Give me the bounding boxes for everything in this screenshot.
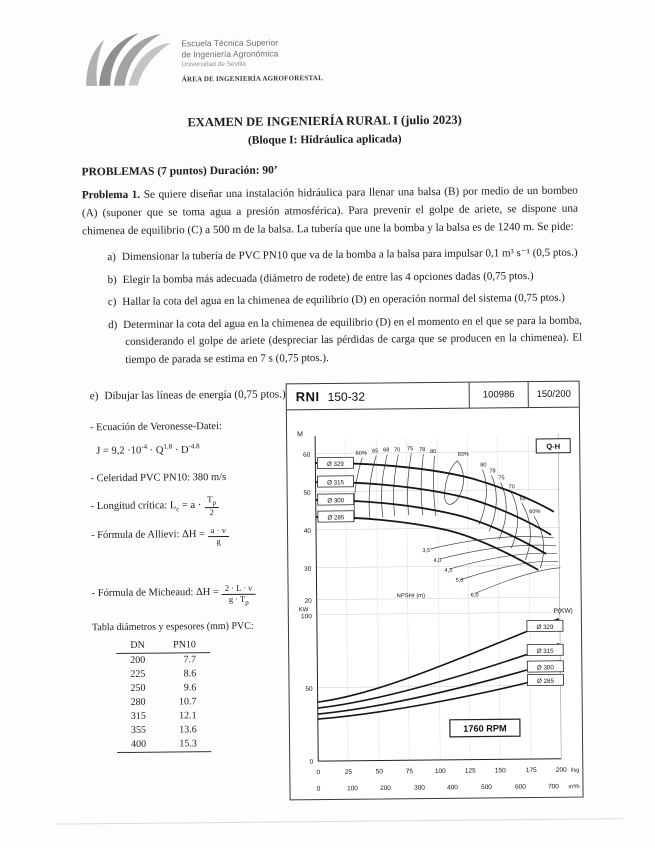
qh-label: Q-H — [546, 441, 561, 451]
col-header-pn10: PN10 — [159, 638, 210, 653]
svg-text:125: 125 — [464, 767, 476, 775]
col-header-dn: DN — [116, 639, 159, 654]
svg-text:75: 75 — [405, 768, 413, 776]
m-tick: 40 — [303, 527, 312, 535]
efficiency-contours — [354, 452, 544, 570]
x-ticks-ls — [316, 767, 567, 776]
problem1-intro — [82, 182, 578, 241]
pump-size: 150/200 — [528, 382, 579, 407]
item-text: Determinar la cota del agua en la chimenea de equilibrio (D) en el momento en el que se para la bomba, considerando el golpe de ariete (despreciar las pérdidas de carga que se producen en la chimenea). El tiempo de parada se estima en 7 s (0,75 ptos.). — [123, 314, 583, 366]
impeller-labels-qh — [317, 457, 354, 522]
svg-text:60%: 60% — [529, 508, 541, 516]
kw-tick: 0 — [309, 758, 314, 766]
pump-curve-chart — [286, 381, 584, 801]
svg-text:200: 200 — [555, 766, 567, 774]
svg-text:75: 75 — [498, 475, 505, 482]
svg-text:78: 78 — [419, 447, 426, 454]
problem1-item-a — [82, 245, 581, 267]
m-tick: 50 — [303, 489, 311, 497]
item-text: Elegir la bomba más adecuada (diámetro de rodete) de entre las 4 opciones dadas (0,75 ptos.) — [122, 269, 534, 286]
svg-text:Ø 329: Ø 329 — [326, 460, 344, 469]
svg-text:200: 200 — [380, 784, 391, 793]
svg-text:50: 50 — [375, 768, 383, 776]
fraction: $\frac{T_p}{2}$ — [204, 495, 219, 518]
item-text: Dibujar las líneas de energía (0,75 ptos.) — [104, 388, 286, 403]
university-logo-icon — [80, 29, 173, 88]
scan-artifact-line — [56, 818, 623, 824]
svg-text:175: 175 — [525, 767, 537, 775]
pump-chart-plot — [287, 408, 580, 800]
kw-tick: 50 — [305, 685, 313, 693]
item-marker: c) — [107, 296, 117, 309]
exam-title-block — [0, 111, 652, 149]
table-header-row — [116, 638, 210, 653]
table-row: 355 13.6 — [130, 724, 197, 737]
svg-text:700: 700 — [548, 783, 559, 791]
head-curve-285 — [316, 515, 539, 572]
svg-text:6,0: 6,0 — [470, 592, 479, 599]
school-name-line2: de Ingeniería Agronómica — [181, 48, 279, 60]
power-curve-329 — [317, 619, 560, 702]
svg-text:Ø 300: Ø 300 — [327, 497, 345, 505]
svg-text:80: 80 — [430, 448, 437, 456]
item-marker: b) — [107, 273, 117, 286]
pump-code: 100986 — [469, 382, 528, 408]
department-name: ÁREA DE INGENIERÍA AGROFORESTAL — [181, 74, 323, 84]
problem1-item-c — [83, 290, 582, 312]
exam-title: EXAMEN DE INGENIERÍA RURAL I (julio 2023) — [187, 112, 462, 130]
school-name-line1: Escuela Técnica Superior — [181, 37, 279, 49]
fraction: $\frac{a \cdot v}{g}$ — [208, 526, 229, 547]
svg-text:0: 0 — [316, 785, 321, 793]
svg-text:65: 65 — [519, 496, 526, 503]
svg-text:5,0: 5,0 — [455, 577, 464, 584]
svg-text:0: 0 — [316, 769, 321, 777]
svg-text:Ø 315: Ø 315 — [327, 479, 345, 487]
svg-text:70: 70 — [508, 484, 515, 491]
veronesse-formula: $J = 9,2 \cdot 10^{-4} \cdot Q^{1.8} \cdot D^{-4.8}$ — [96, 442, 200, 458]
item-text: Dimensionar la tubería de PVC PN10 que va de la bomba a la balsa para impulsar 0,1 m³ s⁻¹ (0,5 ptos.) — [121, 246, 578, 263]
problem1-intro-text: Se quiere diseñar una instalación hidráulica para llenar una balsa (B) por medio de un bombeo (A) (suponer que se toma agua a presión atmosférica). Para prevenir el golpe de ariete, se dispone una chimenea de equilibrio (C) a 500 m de la balsa. La tubería que une la bomba y la balsa es de 1240 m. Se pide: — [81, 184, 579, 238]
svg-text:Ø 285: Ø 285 — [537, 677, 554, 686]
pump-model: RNI 150-32 — [295, 389, 366, 405]
kw-axis-label: KW — [298, 607, 309, 614]
veronesse-label: - Ecuación de Veronesse-Datei: — [89, 420, 222, 434]
impeller-labels-power — [527, 620, 564, 685]
chart-header — [287, 382, 579, 411]
svg-text:65: 65 — [372, 448, 379, 455]
efficiency-labels — [356, 445, 541, 517]
allievi-formula: - Fórmula de Allievi: ΔH = $\frac{a \cdot v}{g}$ — [91, 525, 287, 547]
svg-text:150: 150 — [494, 767, 506, 775]
svg-text:75: 75 — [407, 446, 414, 453]
item-marker: d) — [107, 318, 118, 331]
svg-text:78: 78 — [489, 468, 496, 475]
pvc-table-title: Tabla diámetros y espesores (mm) PVC: — [91, 620, 254, 634]
svg-text:Ø 315: Ø 315 — [536, 647, 554, 656]
npsh-axis-label: NPSHr (m) — [396, 593, 426, 600]
svg-text:600: 600 — [515, 783, 526, 791]
svg-text:Ø 300: Ø 300 — [536, 664, 554, 672]
svg-text:Ø 285: Ø 285 — [327, 514, 345, 522]
kw-tick: 100 — [300, 613, 312, 621]
problem1-item-d — [83, 312, 582, 370]
table-row: 315 12.1 — [130, 710, 197, 723]
m-tick: 20 — [304, 597, 312, 605]
table-row: 250 9.6 — [130, 682, 197, 695]
rpm-label: 1760 RPM — [463, 723, 507, 734]
svg-text:25: 25 — [344, 768, 352, 776]
table-row: 400 15.3 — [117, 737, 211, 752]
svg-text:3,5: 3,5 — [422, 548, 431, 555]
letterhead — [80, 28, 323, 88]
celerity-note: - Celeridad PVC PN10: 380 m/s — [90, 471, 227, 484]
problem1-item-b — [83, 267, 582, 289]
svg-text:100: 100 — [347, 785, 358, 793]
exam-subtitle: (Bloque I: Hidráulica aplicada) — [247, 133, 402, 147]
m-tick: 30 — [304, 565, 312, 573]
svg-text:68: 68 — [383, 447, 390, 454]
svg-text:300: 300 — [414, 784, 425, 792]
micheaud-formula: - Fórmula de Micheaud: ΔH = $\frac{2 \cdot L \cdot v}{g \cdot T_p}$ — [92, 584, 288, 608]
letterhead-text — [181, 28, 323, 87]
table-row: 225 8.6 — [130, 668, 197, 681]
power-curves — [317, 619, 560, 719]
x-unit-ls: l/sg — [570, 767, 580, 774]
university-name: Universidad de Sevilla — [181, 60, 246, 69]
table-row: 280 10.7 — [130, 696, 197, 709]
svg-text:4,5: 4,5 — [444, 567, 453, 574]
power-axis-label: P(KW) — [553, 607, 573, 615]
svg-text:400: 400 — [447, 784, 458, 792]
svg-text:Ø 329: Ø 329 — [536, 623, 554, 632]
x-unit-m3h: m³/h — [568, 784, 580, 791]
item-marker: e) — [89, 390, 99, 403]
svg-text:70: 70 — [394, 447, 401, 454]
power-curve-315 — [317, 644, 560, 708]
svg-text:60%: 60% — [355, 450, 367, 457]
svg-text:80: 80 — [480, 462, 487, 469]
plot-right-edge — [558, 434, 561, 759]
problems-heading: PROBLEMAS (7 puntos) Duración: 90’ — [81, 164, 278, 179]
m-axis-label: M — [297, 431, 303, 439]
fraction: $\frac{2 \cdot L \cdot v}{g \cdot T_p}$ — [222, 584, 256, 607]
table-row: 200 7.7 — [130, 654, 197, 667]
svg-text:100: 100 — [434, 767, 446, 775]
problem1-item-e — [90, 386, 286, 405]
problem1-label: Problema 1. — [81, 188, 141, 202]
svg-text:4,0: 4,0 — [433, 557, 442, 564]
m-tick: 60 — [303, 451, 311, 459]
svg-text:500: 500 — [481, 783, 492, 792]
x-ticks-m3h — [317, 783, 560, 792]
svg-text:83%: 83% — [457, 451, 469, 458]
critical-length-formula: - Longitud crítica: $L_c = a$ · $\frac{T_p}{2}$ — [91, 495, 287, 519]
item-marker: a) — [107, 251, 116, 264]
pvc-diameters-table — [116, 638, 211, 753]
left-column — [90, 386, 289, 753]
npsh-labels — [422, 548, 478, 600]
problem1-item-list — [82, 245, 582, 375]
item-text: Hallar la cota del agua en la chimenea de equilibrio (D) en operación normal del sistema (0,75 ptos.) — [122, 291, 565, 309]
